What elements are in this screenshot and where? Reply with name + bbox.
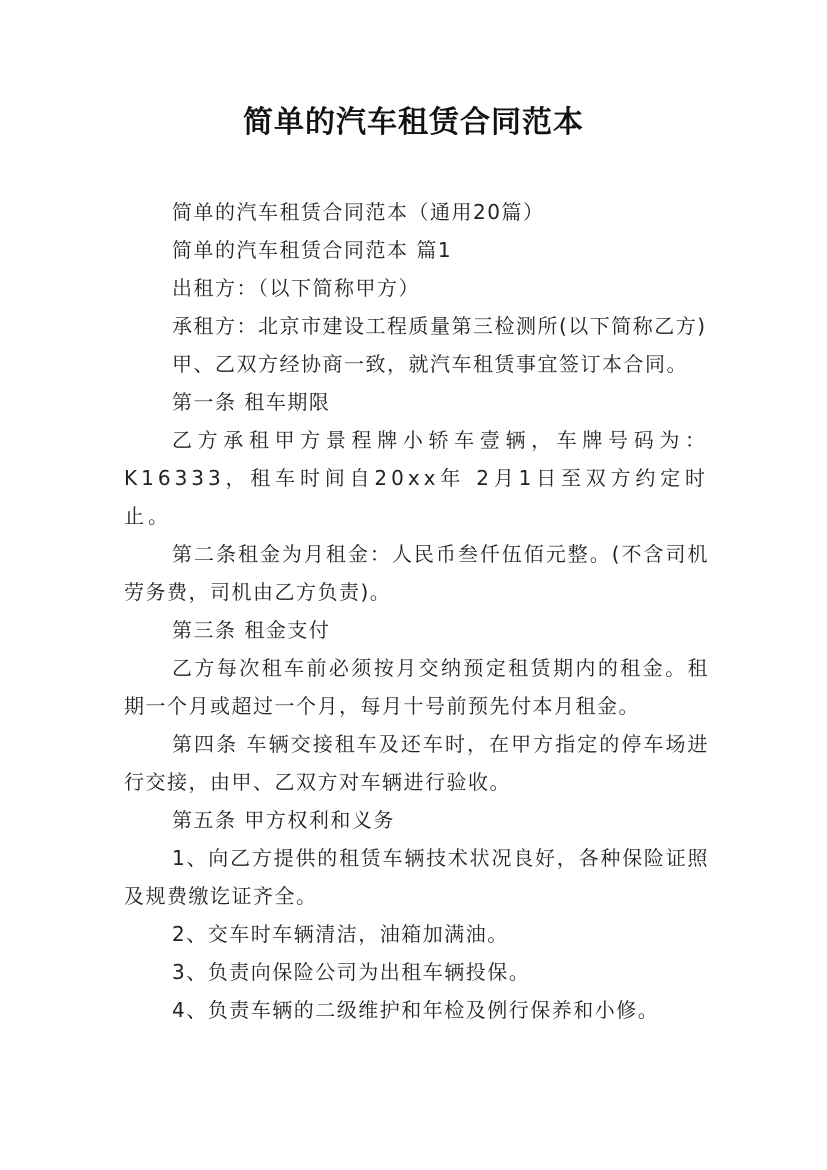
document-body xyxy=(124,193,709,1029)
paragraph-article-2: 第二条租金为月租金：人民币叁仟伍佰元整。(不含司机劳务费，司机由乙方负责)。 xyxy=(124,542,709,604)
document-title: 简单的汽车租赁合同范本 xyxy=(243,105,584,140)
paragraph-item-3: 3、负责向保险公司为出租车辆投保。 xyxy=(172,960,531,984)
paragraph-item-4: 4、负责车辆的二级维护和年检及例行保养和小修。 xyxy=(172,998,660,1022)
paragraph-article-4: 第四条 车辆交接租车及还车时，在甲方指定的停车场进行交接，由甲、乙双方对车辆进行验收。 xyxy=(124,732,709,794)
paragraph-lessee: 承租方：北京市建设工程质量第三检测所(以下简称乙方) xyxy=(172,314,707,338)
paragraph-item-2: 2、交车时车辆清洁，油箱加满油。 xyxy=(172,922,509,946)
paragraph-article-1-title: 第一条 租车期限 xyxy=(172,390,331,414)
paragraph-section-title: 简单的汽车租赁合同范本 篇1 xyxy=(172,238,453,262)
paragraph-article-1-body: 乙方承租甲方景程牌小轿车壹辆，车牌号码为：K16333，租车时间自20xx年 2月1日至双方约定时止。 xyxy=(124,428,709,528)
paragraph-agreement: 甲、乙双方经协商一致，就汽车租赁事宜签订本合同。 xyxy=(172,352,688,376)
paragraph-article-5-title: 第五条 甲方权利和义务 xyxy=(172,808,395,832)
paragraph-lessor: 出租方：（以下简称甲方） xyxy=(172,276,420,300)
paragraph-item-1: 1、向乙方提供的租赁车辆技术状况良好，各种保险证照及规费缴讫证齐全。 xyxy=(124,846,709,908)
paragraph-heading: 简单的汽车租赁合同范本（通用20篇） xyxy=(172,200,545,224)
paragraph-article-3-body: 乙方每次租车前必须按月交纳预定租赁期内的租金。租期一个月或超过一个月，每月十号前预先付本月租金。 xyxy=(124,656,709,718)
paragraph-article-3-title: 第三条 租金支付 xyxy=(172,618,331,642)
